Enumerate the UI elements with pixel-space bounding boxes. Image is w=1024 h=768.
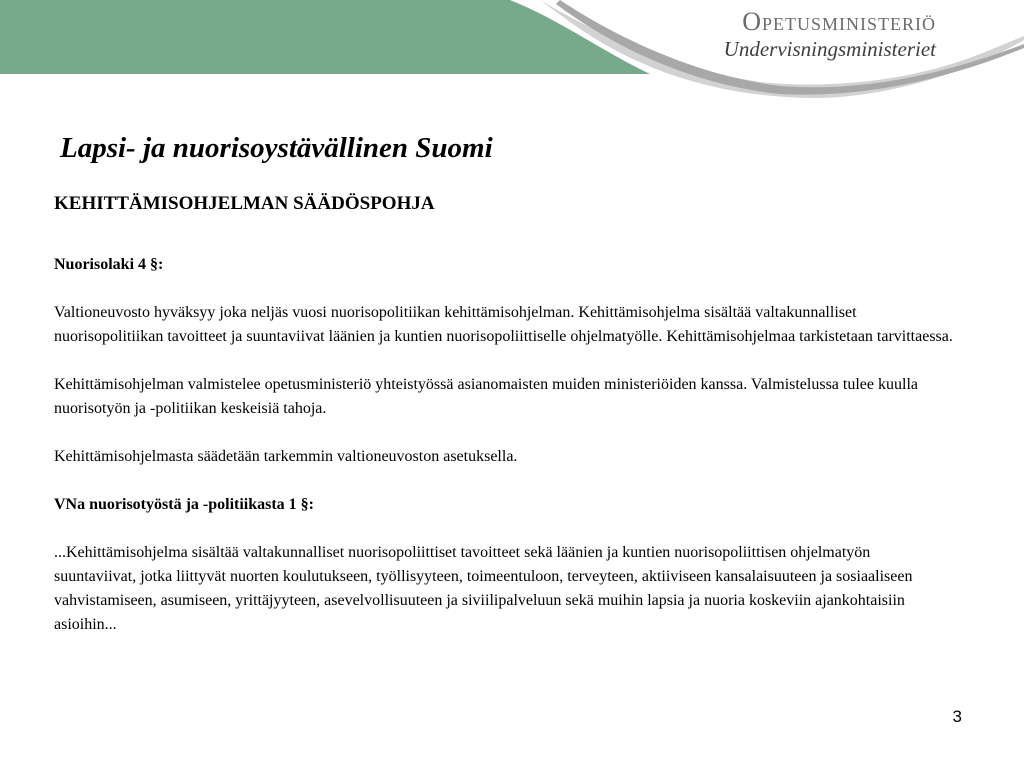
slide-content [54, 253, 954, 661]
paragraph: ...Kehittämisohjelma sisältää valtakunnalliset nuorisopoliittiset tavoitteet sekä läänien ja kuntien nuorisopoliittisen ohjelmatyön suuntaviivat, jotka liittyvät nuorten koulutukseen, työllisyyteen, toimeentuloon, terveyteen, aktiiviseen kansalaisuuteen ja sosiaaliseen vahvistamiseen, asumiseen, yrittäjyyteen, asevelvollisuuteen ja siviilipalveluun sekä muihin lapsia ja nuoria koskeviin ajankohtaisiin asioihin... [54, 544, 913, 633]
logo-sub-text: Undervisningsministeriet [723, 37, 936, 61]
slide-title: Lapsi- ja nuorisoystävällinen Suomi [60, 132, 493, 164]
decree-heading: VNa nuorisotyöstä ja -politiikasta 1 §: [54, 496, 315, 513]
paragraph: Valtioneuvosto hyväksyy joka neljäs vuosi nuorisopolitiikan kehittämisohjelman. Kehittämisohjelma sisältää valtakunnalliset nuorisopolitiikan tavoitteet ja suuntaviivat läänien ja kuntien nuorisopoliittiselle ohjelmatyölle. Kehittämisohjelmaa tarkistetaan tarvittaessa. [54, 304, 953, 345]
paragraph: Kehittämisohjelmasta säädetään tarkemmin valtioneuvoston asetuksella. [54, 448, 518, 465]
law-heading: Nuorisolaki 4 §: [54, 256, 164, 273]
paragraph: Kehittämisohjelman valmistelee opetusministeriö yhteistyössä asianomaisten muiden ministeriöiden kanssa. Valmistelussa tulee kuulla nuorisotyön ja -politiikan keskeisiä tahoja. [54, 376, 918, 417]
logo-main-text: Opetusministeriö [742, 7, 936, 36]
page-number: 3 [952, 707, 962, 726]
slide-subtitle: KEHITTÄMISOHJELMAN SÄÄDÖSPOHJA [54, 193, 435, 214]
ministry-logo [724, 6, 936, 60]
